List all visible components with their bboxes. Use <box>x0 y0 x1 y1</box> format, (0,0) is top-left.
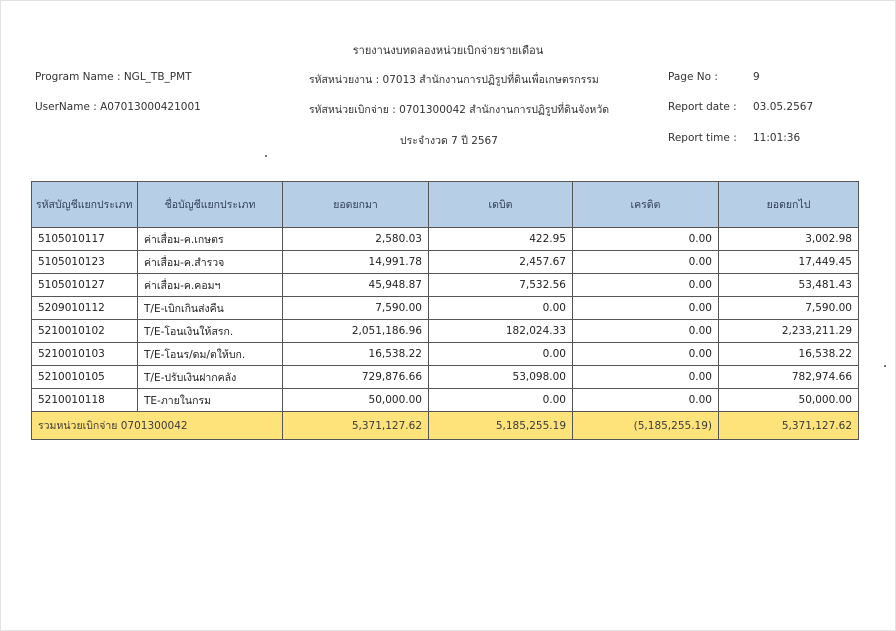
total-credit: (5,185,255.19) <box>573 412 719 440</box>
total-brought-forward: 5,371,127.62 <box>283 412 429 440</box>
debit: 182,024.33 <box>429 320 573 343</box>
credit: 0.00 <box>573 366 719 389</box>
table-row <box>32 228 859 251</box>
total-debit: 5,185,255.19 <box>429 412 573 440</box>
credit: 0.00 <box>573 389 719 412</box>
carried-forward: 17,449.45 <box>719 251 859 274</box>
debit: 53,098.00 <box>429 366 573 389</box>
report-title: รายงานงบทดลองหน่วยเบิกจ่ายรายเดือน <box>352 44 544 57</box>
scan-speck <box>884 365 886 367</box>
report-time-value: 11:01:36 <box>753 132 801 144</box>
brought-forward: 2,580.03 <box>283 228 429 251</box>
brought-forward: 45,948.87 <box>283 274 429 297</box>
account-name: TE-ภายในกรม <box>138 389 283 412</box>
table-row <box>32 343 859 366</box>
carried-forward: 16,538.22 <box>719 343 859 366</box>
total-carried-forward: 5,371,127.62 <box>719 412 859 440</box>
account-code: 5210010103 <box>32 343 138 366</box>
debit: 0.00 <box>429 297 573 320</box>
page-no-label: Page No : <box>668 71 718 83</box>
debit: 7,532.56 <box>429 274 573 297</box>
account-code: 5105010117 <box>32 228 138 251</box>
page-no-value: 9 <box>753 71 760 83</box>
debit: 0.00 <box>429 389 573 412</box>
credit: 0.00 <box>573 343 719 366</box>
table-row <box>32 274 859 297</box>
table-row <box>32 297 859 320</box>
debit: 422.95 <box>429 228 573 251</box>
carried-forward: 3,002.98 <box>719 228 859 251</box>
report-time-label: Report time : <box>668 132 737 144</box>
credit: 0.00 <box>573 274 719 297</box>
brought-forward: 14,991.78 <box>283 251 429 274</box>
table-row <box>32 251 859 274</box>
account-name: T/E-เบิกเกินส่งคืน <box>138 297 283 320</box>
credit: 0.00 <box>573 297 719 320</box>
brought-forward: 7,590.00 <box>283 297 429 320</box>
credit: 0.00 <box>573 320 719 343</box>
account-name: ค่าเสื่อม-ค.คอมฯ <box>138 274 283 297</box>
carried-forward: 53,481.43 <box>719 274 859 297</box>
account-name: T/E-โอนเงินให้สรก. <box>138 320 283 343</box>
table-row <box>32 366 859 389</box>
account-code: 5210010118 <box>32 389 138 412</box>
debit: 0.00 <box>429 343 573 366</box>
report-period: ประจำงวด 7 ปี 2567 <box>400 135 498 147</box>
table-header-row <box>32 182 859 228</box>
account-code: 5105010127 <box>32 274 138 297</box>
user-name: UserName : A07013000421001 <box>35 101 201 113</box>
account-name: ค่าเสื่อม-ค.เกษตร <box>138 228 283 251</box>
header-account-name: ชื่อบัญชีแยกประเภท <box>138 182 283 228</box>
header-debit: เดบิต <box>429 182 573 228</box>
carried-forward: 782,974.66 <box>719 366 859 389</box>
account-name: T/E-โอนร/ดม/ตให้บก. <box>138 343 283 366</box>
brought-forward: 50,000.00 <box>283 389 429 412</box>
header-account-code: รหัสบัญชีแยกประเภท <box>32 182 138 228</box>
credit: 0.00 <box>573 251 719 274</box>
table-row <box>32 320 859 343</box>
account-code: 5210010102 <box>32 320 138 343</box>
header-carried-forward: ยอดยกไป <box>719 182 859 228</box>
scan-speck <box>265 155 267 157</box>
debit: 2,457.67 <box>429 251 573 274</box>
brought-forward: 729,876.66 <box>283 366 429 389</box>
total-row <box>32 412 859 440</box>
program-name: Program Name : NGL_TB_PMT <box>35 71 192 83</box>
account-code: 5210010105 <box>32 366 138 389</box>
table-row <box>32 389 859 412</box>
carried-forward: 7,590.00 <box>719 297 859 320</box>
account-code: 5105010123 <box>32 251 138 274</box>
credit: 0.00 <box>573 228 719 251</box>
brought-forward: 16,538.22 <box>283 343 429 366</box>
account-name: T/E-ปรับเงินฝากคลัง <box>138 366 283 389</box>
disbursing-unit: รหัสหน่วยเบิกจ่าย : 0701300042 สำนักงานการปฏิรูปที่ดินจังหวัด <box>309 104 610 116</box>
brought-forward: 2,051,186.96 <box>283 320 429 343</box>
agency-code: รหัสหน่วยงาน : 07013 สำนักงานการปฏิรูปที่ดินเพื่อเกษตรกรรม <box>309 74 599 86</box>
report-date-label: Report date : <box>668 101 737 113</box>
carried-forward: 50,000.00 <box>719 389 859 412</box>
trial-balance-table <box>31 181 859 440</box>
header-credit: เครดิต <box>573 182 719 228</box>
account-name: ค่าเสื่อม-ค.สำรวจ <box>138 251 283 274</box>
total-label: รวมหน่วยเบิกจ่าย 0701300042 <box>32 412 283 440</box>
report-date-value: 03.05.2567 <box>753 101 814 113</box>
account-code: 5209010112 <box>32 297 138 320</box>
carried-forward: 2,233,211.29 <box>719 320 859 343</box>
header-brought-forward: ยอดยกมา <box>283 182 429 228</box>
